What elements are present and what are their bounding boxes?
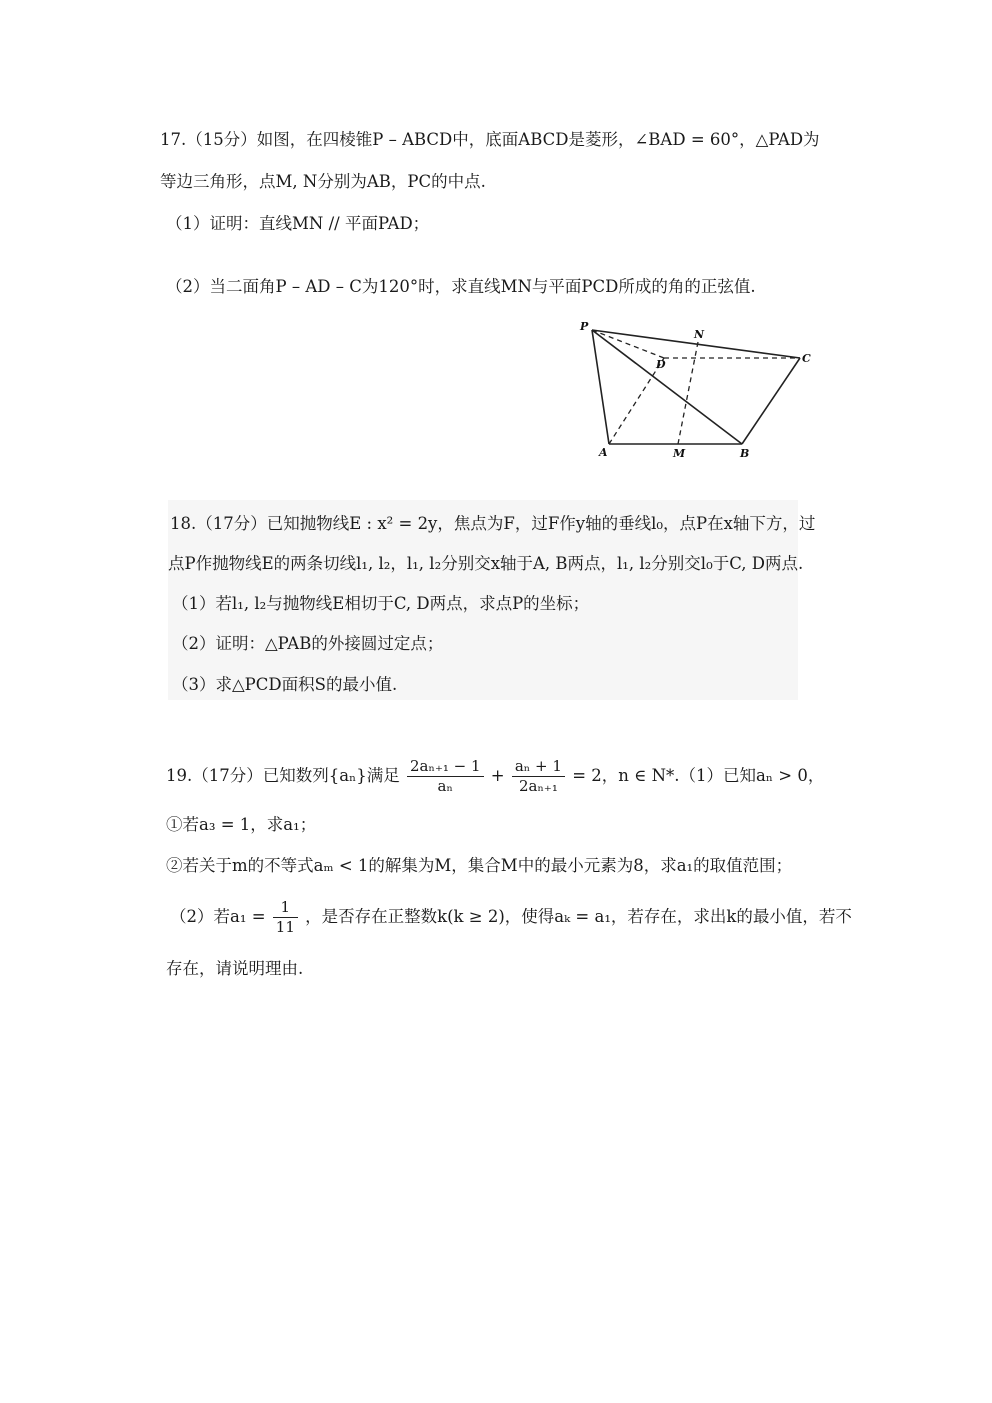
segment-mn (678, 342, 698, 444)
q18-part2: （2）证明：△PAB的外接圆过定点； (172, 634, 444, 653)
label-a: A (599, 446, 608, 459)
q19-frac1-denominator: aₙ (437, 777, 453, 795)
label-m: M (673, 447, 686, 460)
q19-part2-prefix: （2）若a₁ = (170, 907, 266, 926)
edge-pa (592, 330, 609, 444)
pyramid-figure (572, 318, 817, 463)
q18-stem-line1: 18.（17分）已知抛物线E : x² = 2y，焦点为F，过F作y轴的垂线l₀，点P在x轴下方，过 (170, 514, 816, 533)
q19-part2-denominator: 11 (275, 918, 295, 936)
q18-part3: （3）求△PCD面积S的最小值. (172, 675, 398, 694)
q17-stem-line2: 等边三角形，点M, N分别为AB，PC的中点. (160, 172, 486, 191)
q19-part2 (170, 896, 852, 938)
label-c: C (802, 352, 811, 365)
label-p: P (580, 320, 589, 333)
q17-stem-line1: 17.（15分）如图，在四棱锥P – ABCD中，底面ABCD是菱形，∠BAD = 60°，△PAD为 (160, 130, 820, 149)
q19-plus: + (490, 766, 505, 785)
q19-part2-fraction (273, 898, 298, 937)
q19-frac2-numerator: aₙ + 1 (512, 757, 565, 777)
q19-fraction-2 (512, 757, 565, 796)
q19-sub2: ②若关于m的不等式aₘ < 1的解集为M，集合M中的最小元素为8，求a₁的取值范围； (166, 856, 793, 875)
q19-part2-line2: 存在，请说明理由. (166, 959, 304, 978)
q19-frac2-denominator: 2aₙ₊₁ (518, 777, 558, 795)
q18-part1: （1）若l₁, l₂与抛物线E相切于C, D两点，求点P的坐标； (172, 594, 590, 613)
q17-part2: （2）当二面角P – AD – C为120°时，求直线MN与平面PCD所成的角的正弦值. (166, 277, 756, 296)
edge-bc (742, 358, 800, 444)
label-n: N (694, 328, 705, 341)
label-d: D (656, 358, 666, 371)
q18-stem-line2: 点P作抛物线E的两条切线l₁, l₂，l₁, l₂分别交x轴于A, B两点，l₁, l₂分别交l₀于C, D两点. (168, 554, 804, 573)
q19-frac1-numerator: 2aₙ₊₁ − 1 (407, 757, 484, 777)
label-b: B (740, 447, 750, 460)
q19-prefix: 19.（17分）已知数列{aₙ}满足 (166, 766, 400, 785)
q19-part2-numerator: 1 (273, 898, 298, 918)
q19-suffix: = 2，n ∈ N*.（1）已知aₙ > 0， (572, 766, 825, 785)
q19-stem (166, 756, 824, 796)
q19-sub1: ①若a₃ = 1，求a₁； (166, 815, 317, 834)
q19-part2-suffix: ，是否存在正整数k(k ≥ 2)，使得aₖ = a₁，若存在，求出k的最小值，若不 (305, 907, 852, 926)
q17-part1: （1）证明：直线MN // 平面PAD； (166, 214, 430, 233)
q19-fraction-1 (407, 757, 484, 796)
